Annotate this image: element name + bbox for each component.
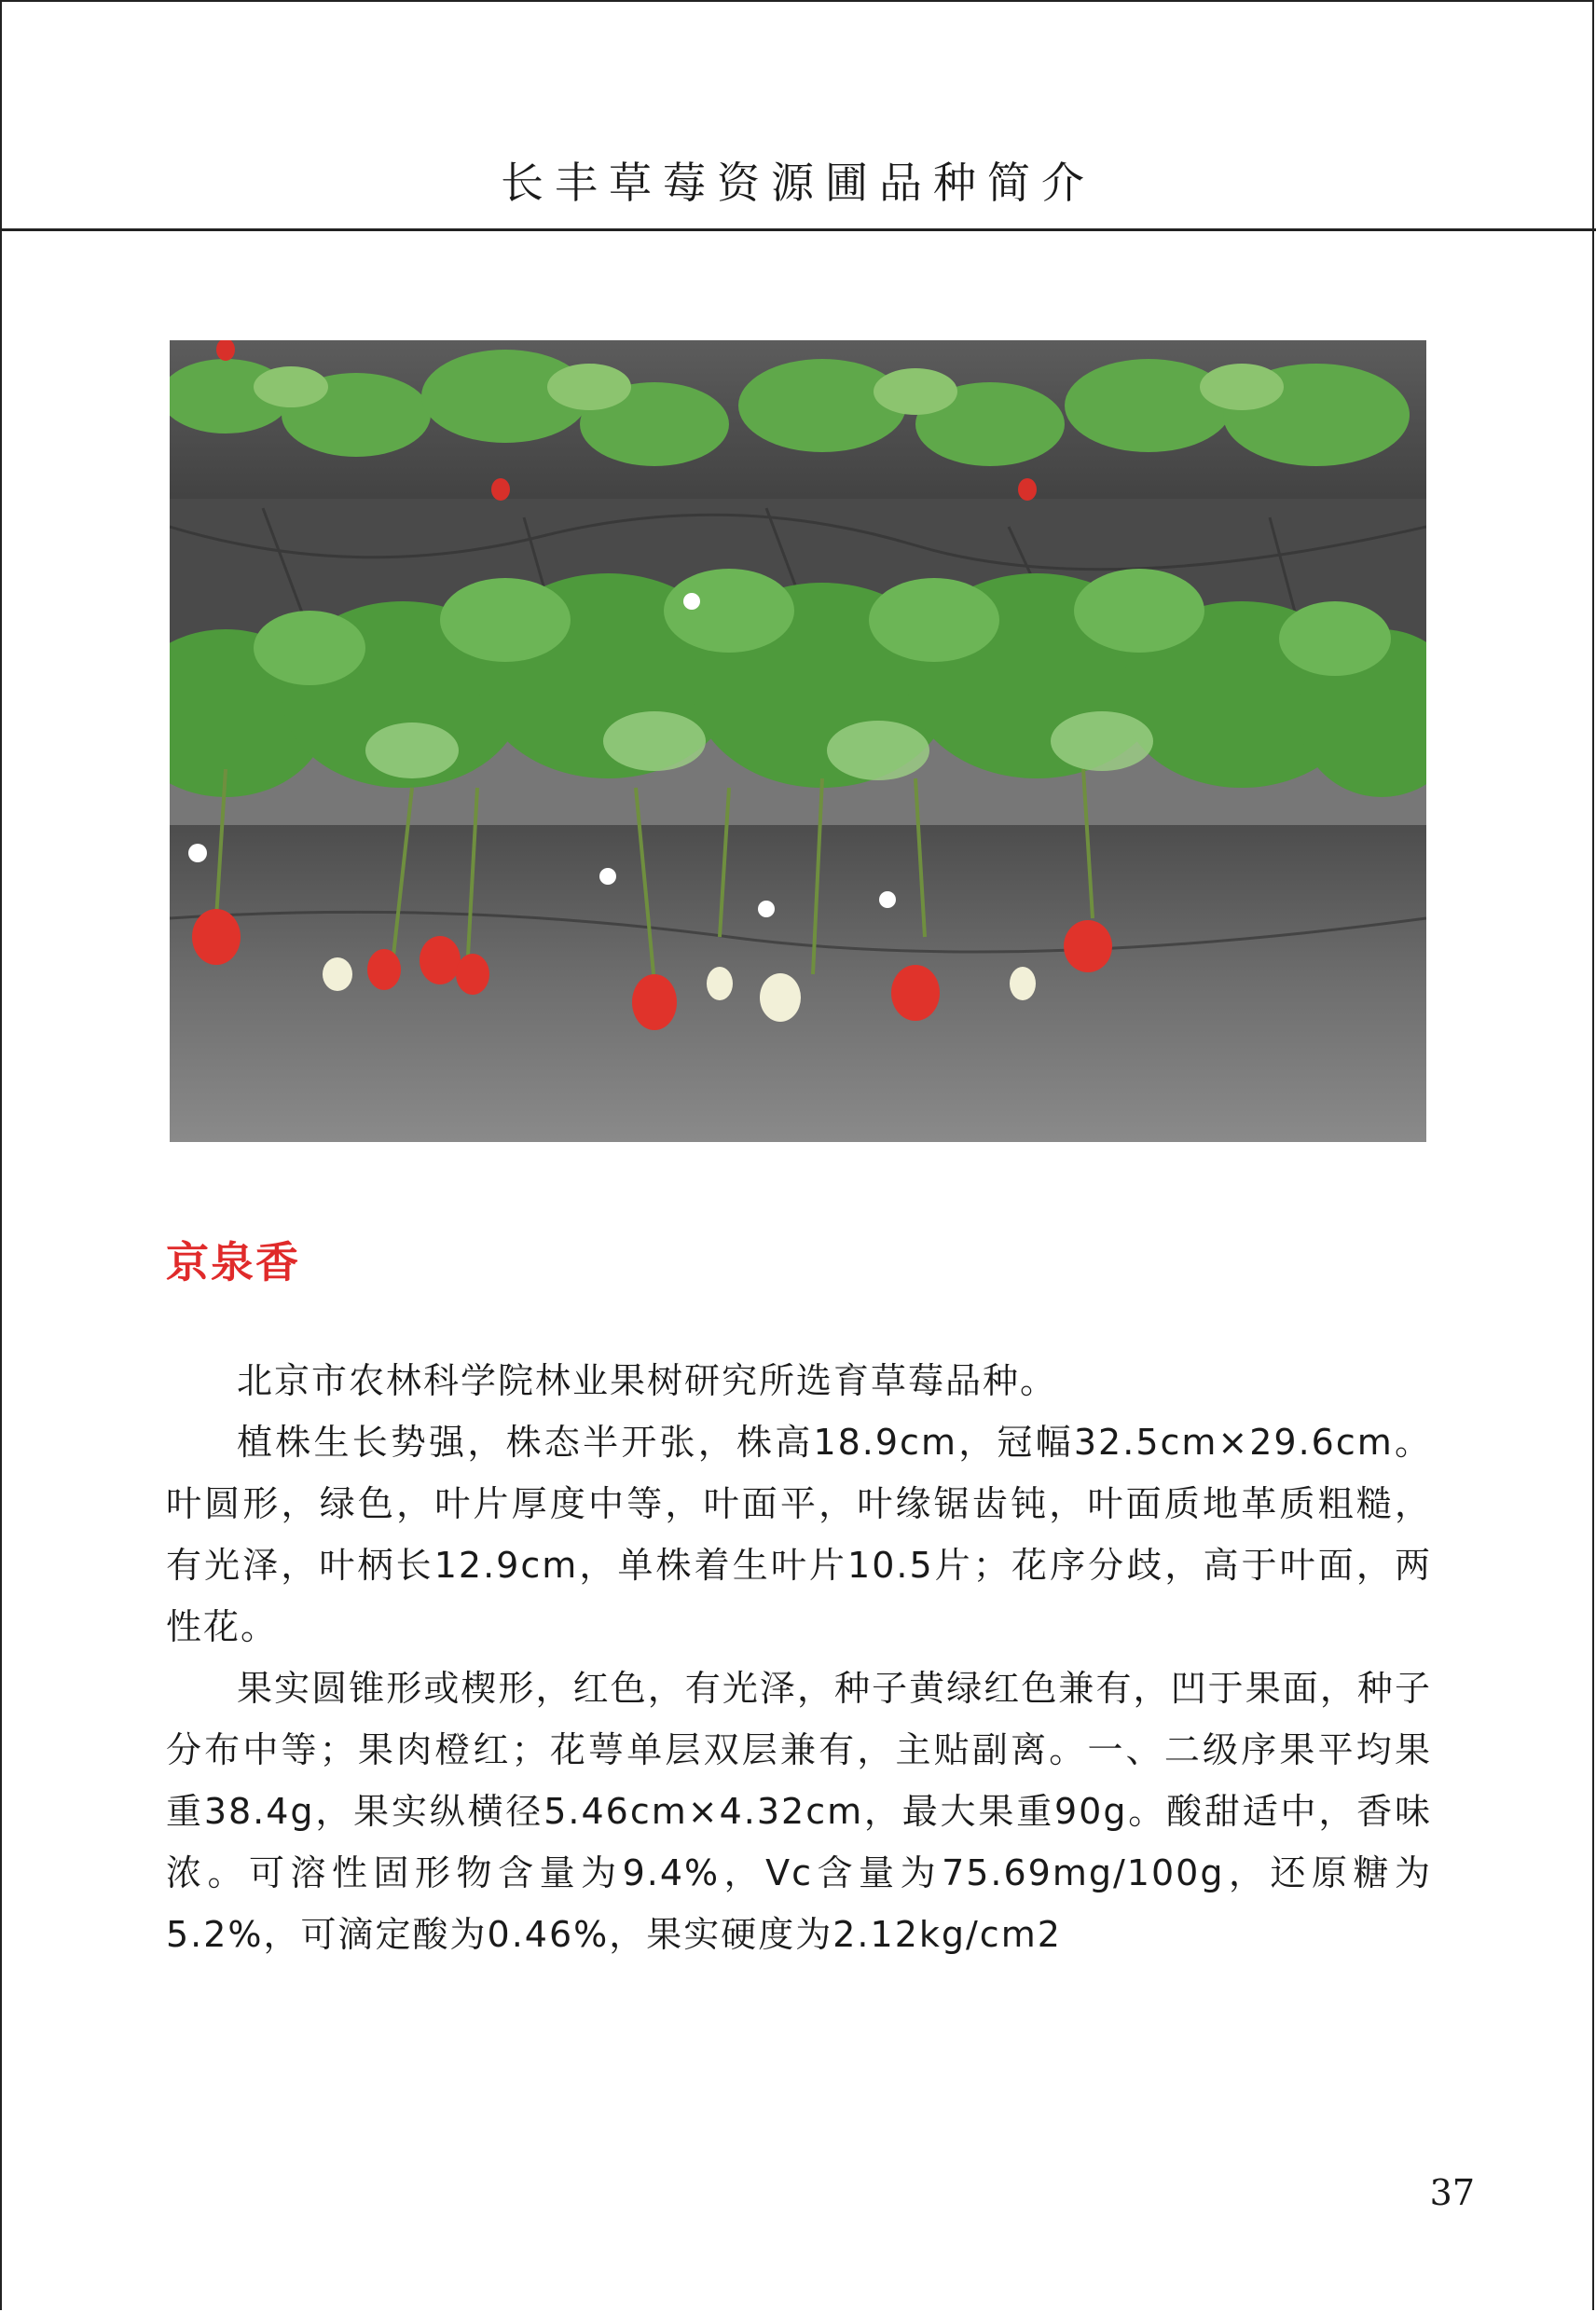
photo-illustration [170, 340, 1426, 1142]
header-title: 长丰草莓资源圃品种简介 [501, 158, 1095, 208]
variety-title: 京泉香 [166, 1237, 300, 1287]
page-header [0, 0, 1596, 231]
page-number: 37 [1429, 2172, 1475, 2213]
strawberry-plants-photo [170, 340, 1426, 1142]
body-text [166, 1350, 1432, 1965]
paragraph-plant: 植株生长势强，株态半开张，株高18.9cm，冠幅32.5cm×29.6cm。叶圆形，绿色，叶片厚度中等，叶面平，叶缘锯齿钝，叶面质地革质粗糙，有光泽，叶柄长12.9cm，单株着生叶片10.5片；花序分歧，高于叶面，两性花。 [166, 1422, 1432, 1647]
paragraph-fruit: 果实圆锥形或楔形，红色，有光泽，种子黄绿红色兼有，凹于果面，种子分布中等；果肉橙红；花萼单层双层兼有，主贴副离。一、二级序果平均果重38.4g，果实纵横径5.46cm×4.32cm，最大果重90g。酸甜适中，香味浓。可溶性固形物含量为9.4%，Vc含量为75.69mg/100g，还原糖为5.2%，可滴定酸为0.46%，果实硬度为2.12kg/cm2 [166, 1668, 1432, 1955]
paragraph-origin: 北京市农林科学院林业果树研究所选育草莓品种。 [237, 1360, 1058, 1401]
